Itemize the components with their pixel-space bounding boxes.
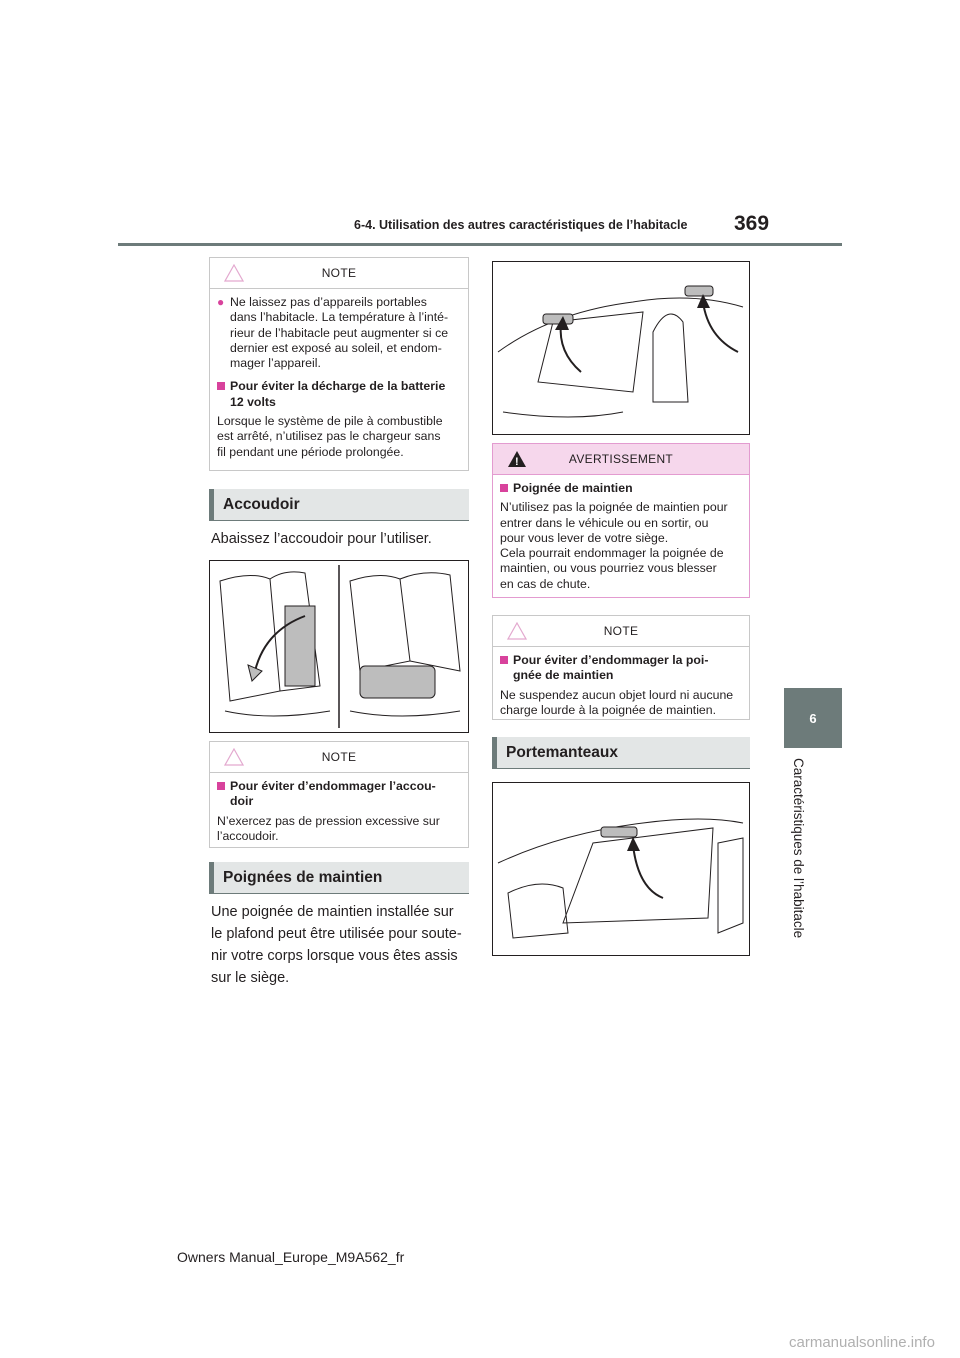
note-title: NOTE [321, 266, 357, 280]
manual-name: Owners Manual_Europe_M9A562_fr [177, 1249, 405, 1265]
caution-triangle-icon [507, 622, 527, 640]
note-subtext: Lorsque le système de pile à combustible est arrêté, n’utilisez pas le chargeur sans fil pendant une période prolongée. [217, 414, 443, 459]
bullet-square-icon [217, 782, 225, 790]
bullet-square-icon [500, 484, 508, 492]
chapter-number: 6 [809, 710, 817, 726]
grab-handle-illustration [492, 261, 750, 435]
note-header [210, 742, 468, 773]
warning-box [492, 443, 750, 598]
warning-title: AVERTISSEMENT [568, 452, 674, 466]
section-title: 6-4. Utilisation des autres caractéristiques de l’habitacle [354, 218, 688, 232]
note-box-3 [492, 615, 750, 720]
heading-accoudoir: Accoudoir [209, 489, 469, 521]
note-title: NOTE [321, 750, 357, 764]
svg-text:!: ! [515, 456, 519, 468]
warning-subtext: N’utilisez pas la poignée de maintien pour entrer dans le véhicule ou en sortir, ou pour vous lever de votre siège. Cela pourrait endommager la poignée de maintien, ou vous pourriez vous blesser en cas de chute. [500, 500, 728, 591]
note-header [210, 258, 468, 289]
warning-subheading: Poignée de maintien [513, 481, 633, 495]
header-rule [118, 243, 842, 246]
note-subheading: Pour éviter la décharge de la batterie 12 volts [230, 379, 446, 409]
bullet-square-icon [217, 382, 225, 390]
grab-handle-drawing [493, 262, 749, 434]
page-number: 369 [734, 212, 770, 235]
caution-triangle-icon [224, 748, 244, 766]
note-subheading: Pour éviter d’endommager la poi- gnée de maintien [513, 653, 709, 683]
heading-poignees: Poignées de maintien [209, 862, 469, 894]
grip-description: Une poignée de maintien installée sur le plafond peut être utilisée pour soute- nir votre corps lorsque vous êtes assis sur le siège. [211, 904, 462, 986]
bullet-square-icon [500, 656, 508, 664]
coat-hook-illustration [492, 782, 750, 956]
armrest-instruction: Abaissez l’accoudoir pour l’utiliser. [211, 531, 432, 547]
note-header [493, 616, 749, 647]
armrest-illustration [209, 560, 469, 733]
warning-header [493, 444, 749, 475]
heading-portemanteaux: Portemanteaux [492, 737, 750, 769]
armrest-drawing [210, 561, 468, 732]
caution-triangle-icon [224, 264, 244, 282]
chapter-tab[interactable] [784, 688, 842, 748]
note-box-2 [209, 741, 469, 848]
note-subheading: Pour éviter d’endommager l’accou- doir [230, 779, 436, 809]
warning-triangle-icon [507, 450, 527, 468]
note-subtext: N’exercez pas de pression excessive sur l’accoudoir. [217, 813, 440, 843]
bullet-dot-icon: ● [217, 295, 225, 309]
watermark: carmanualsonline.info [789, 1334, 935, 1351]
chapter-label: Caractéristiques de l’habitacle [791, 758, 806, 939]
note-title: NOTE [603, 624, 639, 638]
note-box-1 [209, 257, 469, 471]
coat-hook-drawing [493, 783, 749, 955]
note-item-text: Ne laissez pas d’appareils portables dans l’habitacle. La température à l’inté- rieur de l’habitacle peut augmenter si ce dernier est exposé au soleil, et endom- mager l’appareil. [230, 295, 449, 371]
note-subtext: Ne suspendez aucun objet lourd ni aucune charge lourde à la poignée de maintien. [500, 687, 734, 717]
